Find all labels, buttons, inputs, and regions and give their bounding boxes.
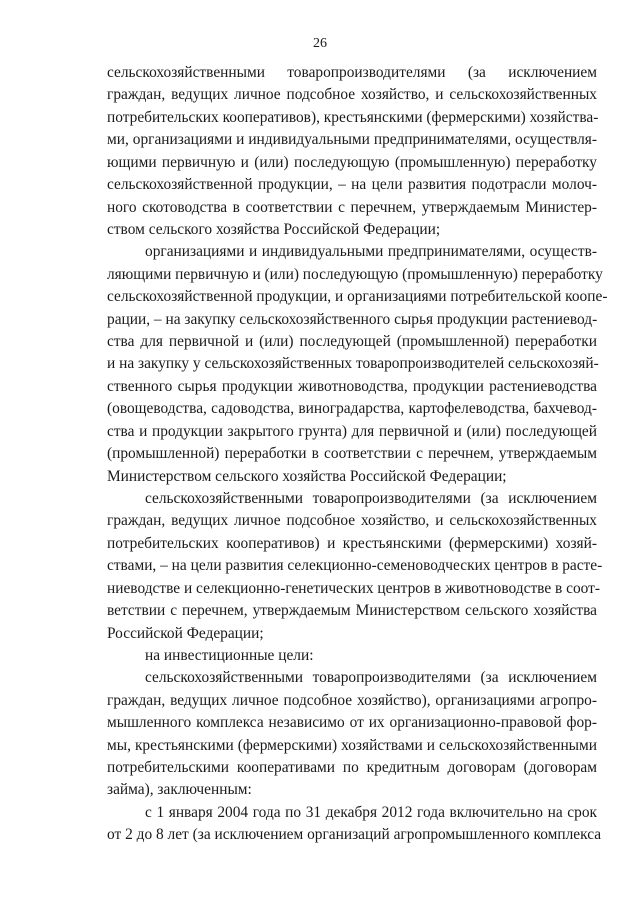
text-line: ляющими первичную и (или) последующую (промышленную) переработку [107,265,603,283]
text-line: (овощеводства, садоводства, виноградарства, картофелеводства, бахчевод- [107,400,597,418]
text-line: с 1 января 2004 года по 31 декабря 2012 года включительно на срок [145,803,597,821]
text-line: на инвестиционные цели: [145,646,314,664]
text-line: ственного сырья продукции животноводства, продукции растениеводства [107,377,597,395]
text-line: граждан, ведущих личное подсобное хозяйство, и сельскохозяйственных [107,86,597,104]
text-line: мышленного комплекса независимо от их организационно-правовой фор- [107,714,597,732]
text-line: сельскохозяйственными товаропроизводителями (за исключением [145,489,597,507]
page-number: 26 [313,36,327,51]
text-line: ством сельского хозяйства Российской Федерации; [107,220,441,238]
text-line: ющими первичную и (или) последующую (промышленную) переработку [107,153,597,171]
text-line: организациями и индивидуальными предпринимателями, осуществ- [145,243,597,261]
text-line: займа), заключенным: [107,781,252,799]
text-line: ства для первичной и (или) последующей (промышленной) переработки [107,333,597,351]
text-line: сельскохозяйственной продукции, и организациями потребительской коопе- [107,288,608,306]
text-line: потребительскими кооперативами по кредитным договорам (договорам [107,759,597,777]
text-line: граждан, ведущих личное подсобное хозяйство), организациями агропро- [107,691,597,709]
text-line: Российской Федерации; [107,624,264,642]
text-line: (промышленной) переработки в соответствии с перечнем, утверждаемым [107,445,597,463]
text-line: Министерством сельского хозяйства Российской Федерации; [107,467,507,485]
text-line: сельскохозяйственными товаропроизводителями (за исключением [107,64,597,81]
text-line: ниеводстве и селекционно-генетических центров в животноводстве в соот- [107,579,601,597]
text-line: ствами, – на цели развития селекционно-семеноводческих центров в расте- [107,557,603,575]
text-line: мы, крестьянскими (фермерскими) хозяйствами и сельскохозяйственными [107,736,597,754]
text-line: и на закупку у сельскохозяйственных товаропроизводителей сельскохозяй- [107,355,599,373]
text-line: ства и продукции закрытого грунта) для первичной и (или) последующей [107,422,597,440]
text-line: ного скотоводства в соответствии с перечнем, утверждаемым Министер- [107,198,597,216]
text-line: сельскохозяйственными товаропроизводителями (за исключением [145,669,597,687]
text-line: граждан, ведущих личное подсобное хозяйство, и сельскохозяйственных [107,512,597,530]
text-line: ми, организациями и индивидуальными предпринимателями, осуществля- [107,131,597,149]
text-line: потребительских кооперативов), крестьянскими (фермерскими) хозяйства- [107,108,599,126]
text-line: от 2 до 8 лет (за исключением организаций агропромышленного комплекса [107,826,602,844]
text-line: сельскохозяйственной продукции, – на цели развития подотрасли молоч- [107,176,597,194]
text-line: потребительских кооперативов) и крестьянскими (фермерскими) хозяй- [107,534,597,552]
text-line: ветствии с перечнем, утверждаемым Министерством сельского хозяйства [107,602,597,620]
text-line: рации, – на закупку сельскохозяйственного сырья продукции растениевод- [107,310,598,328]
